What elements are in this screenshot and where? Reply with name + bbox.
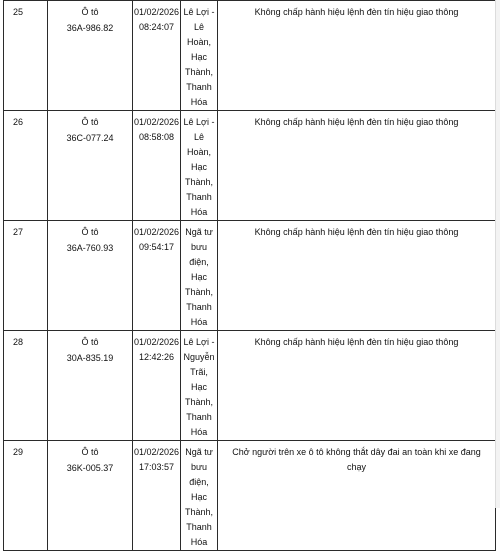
time-cell [133,1,181,111]
time-cell [133,221,181,331]
location-line: Nguyễn [183,352,215,362]
location-line: Hạc [190,52,207,62]
location-line: Thanh [186,302,212,312]
violation-time: 17:03:57 [138,462,175,472]
location-line: Ngã tư [185,447,213,457]
vehicle-type: Ô tô [81,227,99,237]
location-line: Hoàn, [186,147,212,157]
location-line: Hạc [190,382,207,392]
vehicle-type: Ô tô [81,447,99,457]
location-line: Thanh [186,192,212,202]
time-cell [133,441,181,551]
location-line: Hóa [190,317,208,327]
license-plate: 36A-986.82 [66,23,114,33]
vehicle-type: Ô tô [81,7,99,17]
license-plate: 30A-835.19 [66,353,114,363]
location-line: Thanh [186,412,212,422]
location-cell [181,441,218,551]
violation-time: 09:54:17 [138,242,175,252]
vehicle-cell [48,221,133,331]
location-line: Hạc [190,162,207,172]
time-cell [133,331,181,441]
vehicle-type: Ô tô [81,117,99,127]
violation-cell [218,221,496,331]
location-line: Lê [193,22,204,32]
location-line: Lê Lợi - [183,337,215,347]
location-line: điện, [189,257,209,267]
location-line: Thành, [184,507,214,517]
violation-cell [218,111,496,221]
license-plate: 36K-005.37 [66,463,114,473]
row-number: 27 [4,221,48,331]
row-number: 25 [4,1,48,111]
table-row [4,331,496,441]
vehicle-cell [48,111,133,221]
violation-date: 01/02/2026 [133,447,180,457]
violation-cell [218,331,496,441]
location-line: Thành, [184,397,214,407]
table-row [4,1,496,111]
location-line: Hóa [190,427,208,437]
location-line: Thanh [186,522,212,532]
vehicle-cell [48,441,133,551]
violation-date: 01/02/2026 [133,337,180,347]
location-line: Hoàn, [186,37,212,47]
location-cell [181,331,218,441]
violation-text: Không chấp hành hiệu lệnh đèn tín hiệu giao thông [254,337,459,347]
location-line: bưu [190,242,208,252]
location-line: Hóa [190,97,208,107]
table-row [4,441,496,551]
violation-text: Không chấp hành hiệu lệnh đèn tín hiệu giao thông [254,117,459,127]
violations-table [3,0,496,551]
location-line: Lê [193,132,204,142]
location-line: bưu [190,462,208,472]
location-line: Thành, [184,287,214,297]
location-line: Lê Lợi - [183,117,215,127]
vehicle-type: Ô tô [81,337,99,347]
violation-cell [218,441,496,551]
location-line: Hạc [190,272,207,282]
location-line: Hạc [190,492,207,502]
row-number: 29 [4,441,48,551]
location-cell [181,111,218,221]
location-line: Thành, [184,67,214,77]
location-cell [181,221,218,331]
violation-text: Chở người trên xe ô tô không thắt dây đai an toàn khi xe đang chạy [232,447,481,472]
location-line: Trãi, [190,367,208,377]
location-line: điện, [189,477,209,487]
table-row [4,221,496,331]
violation-date: 01/02/2026 [133,227,180,237]
location-line: Ngã tư [185,227,213,237]
row-number: 26 [4,111,48,221]
vehicle-cell [48,1,133,111]
license-plate: 36C-077.24 [66,133,114,143]
location-line: Hóa [190,537,208,547]
violation-time: 08:58:08 [138,132,175,142]
time-cell [133,111,181,221]
violation-cell [218,1,496,111]
violation-time: 12:42:26 [138,352,175,362]
violation-text: Không chấp hành hiệu lệnh đèn tín hiệu giao thông [254,227,459,237]
license-plate: 36A-760.93 [66,243,114,253]
location-line: Hóa [190,207,208,217]
violation-date: 01/02/2026 [133,7,180,17]
vehicle-cell [48,331,133,441]
table-row [4,111,496,221]
location-line: Lê Lợi - [183,7,215,17]
violation-text: Không chấp hành hiệu lệnh đèn tín hiệu giao thông [254,7,459,17]
violation-time: 08:24:07 [138,22,175,32]
row-number: 28 [4,331,48,441]
violation-date: 01/02/2026 [133,117,180,127]
location-line: Thành, [184,177,214,187]
location-cell [181,1,218,111]
location-line: Thanh [186,82,212,92]
page-edge [495,0,500,508]
